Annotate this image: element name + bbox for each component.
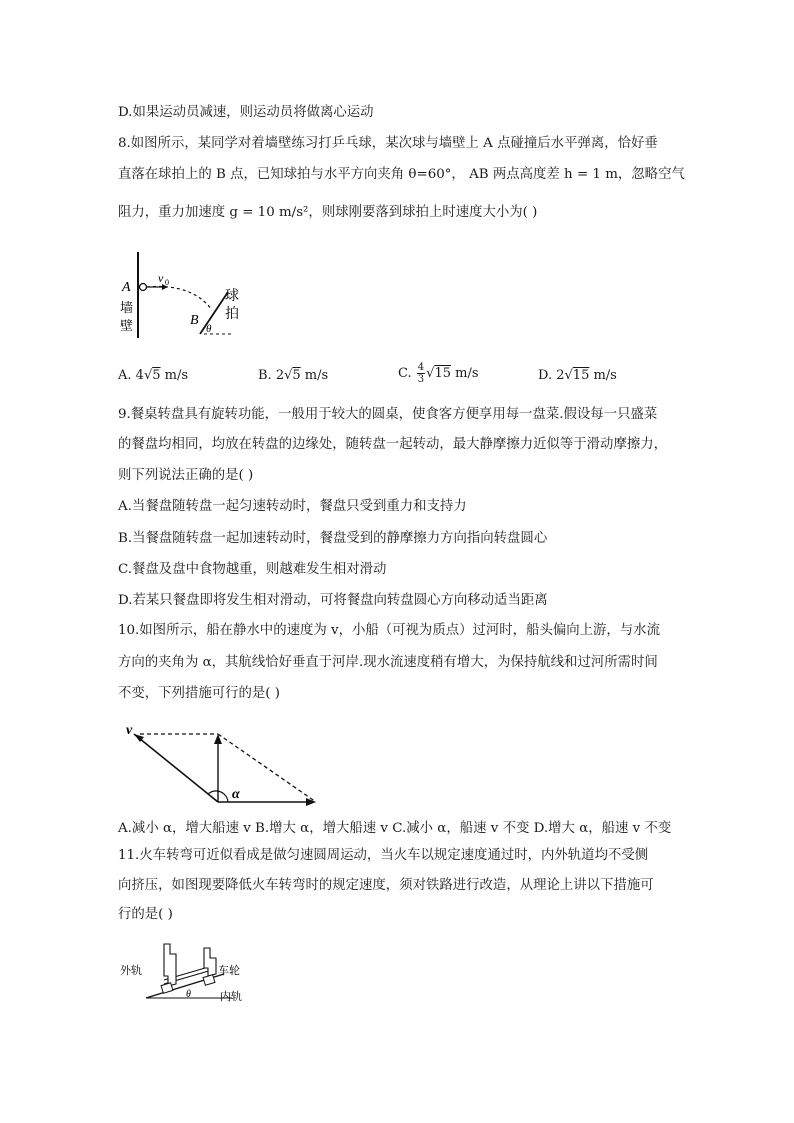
label-wheel: 车轮: [218, 965, 240, 977]
q11-stem-line-2: 向挤压，如图现要降低火车转弯时的规定速度，须对铁路进行改造，从理论上讲以下措施可: [118, 878, 654, 893]
q8-diagram: [112, 248, 252, 340]
racket-line: [200, 292, 228, 334]
q8-option-c: C. $\frac{4}{3}$ √15 m/s: [398, 362, 479, 385]
q8-stem-line-2: 直落在球拍上的 B 点，已知球拍与水平方向夹角 θ=60°， AB 两点高度差 h = 1 m，忽略空气: [118, 167, 685, 182]
label-inner-rail: 内轨: [220, 991, 242, 1003]
q9-option-d: D.若某只餐盘即将发生相对滑动，可将餐盘向转盘圆心方向移动适当距离: [118, 593, 548, 608]
ball-circle: [140, 284, 147, 291]
q9-option-b: B.当餐盘随转盘一起加速转动时，餐盘受到的静摩擦力方向指向转盘圆心: [118, 531, 548, 546]
label-b: B: [190, 313, 199, 328]
label-a: A: [122, 280, 131, 295]
label-v: v: [126, 723, 133, 738]
q10-diagram: [120, 722, 330, 812]
velocity-v-arrow: [134, 734, 218, 802]
q8-figure: [112, 248, 252, 340]
label-wall-1: 墙: [120, 300, 134, 315]
q11-stem-line-3: 行的是( ): [118, 907, 173, 922]
inner-rail: [203, 975, 215, 986]
label-racket-2: 拍: [225, 307, 239, 322]
q10-figure: [120, 722, 330, 812]
q11-stem-line-1: 11.火车转弯可近似看成是做匀速圆周运动，当火车以规定速度通过时，内外轨道均不受侧: [118, 848, 649, 863]
label-alpha: α: [232, 787, 240, 802]
label-theta: θ: [206, 323, 212, 335]
label-outer-rail: 外轨: [120, 965, 142, 977]
q8-option-b: B. 2√5 m/s: [258, 368, 329, 383]
q8-stem-line-1: 8.如图所示，某同学对着墙壁练习打乒乓球，某次球与墙壁上 A 点碰撞后水平弹离，恰好垂: [118, 136, 658, 151]
q11-figure: [120, 934, 250, 1004]
label-theta: θ: [186, 989, 191, 1000]
q7-option-d: D.如果运动员减速，则运动员将做离心运动: [118, 105, 374, 120]
q9-stem-line-3: 则下列说法正确的是( ): [118, 468, 254, 483]
q10-options-line: A.减小 α，增大船速 v B.增大 α，增大船速 v C.减小 α，船速 v 不变 D.增大 α，船速 v 不变: [118, 821, 672, 836]
q8-option-d: D. 2√15 m/s: [538, 368, 617, 383]
label-wall-2: 壁: [120, 318, 134, 333]
q8-stem-line-3: 阻力，重力加速度 g = 10 m/s²，则球刚要落到球拍上时速度大小为( ): [118, 205, 538, 220]
q10-stem-line-2: 方向的夹角为 α，其航线恰好垂直于河岸.现水流速度稍有增大，为保持航线和过河所需时间: [118, 655, 658, 670]
fraction: $\frac{4}{3}$: [417, 362, 425, 385]
q10-stem-line-3: 不变，下列措施可行的是( ): [118, 686, 281, 701]
label-v0-sub: 0: [165, 278, 169, 287]
trajectory-path: [147, 286, 212, 310]
q9-option-a: A.当餐盘随转盘一起匀速转动时，餐盘只受到重力和支持力: [118, 499, 467, 514]
q8-option-a: A. 4√5 m/s: [118, 368, 189, 383]
q9-stem-line-1: 9.餐桌转盘具有旋转功能，一般用于较大的圆桌，使食客方便享用每一盘菜.假设每一只盛菜: [118, 407, 658, 422]
q11-diagram: [120, 934, 250, 1004]
q9-stem-line-2: 的餐盘均相同，均放在转盘的边缘处，随转盘一起转动，最大静摩擦力近似等于滑动摩擦力，: [118, 437, 668, 452]
outer-rail: [161, 983, 173, 994]
label-racket-1: 球: [225, 289, 239, 304]
label-v0: v: [158, 271, 164, 285]
q9-option-c: C.餐盘及盘中食物越重，则越难发生相对滑动: [118, 562, 387, 577]
q10-stem-line-1: 10.如图所示，船在静水中的速度为 v，小船（可视为质点）过河时，船头偏向上游，与水流: [118, 623, 660, 638]
